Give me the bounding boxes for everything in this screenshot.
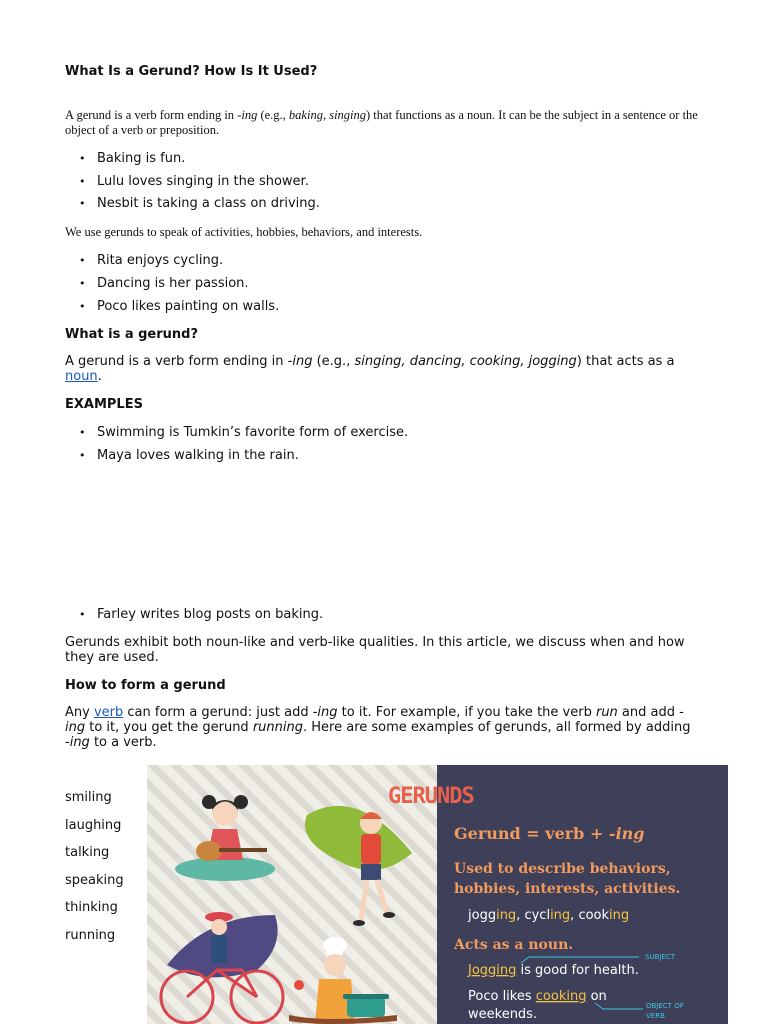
form-text: . Here are some examples of gerunds, all formed by adding - xyxy=(65,720,691,750)
sentence-subject xyxy=(467,963,639,978)
intro-text: (e.g., xyxy=(257,108,289,122)
infographic-canvas xyxy=(147,765,728,1024)
section-heading-what: What is a gerund? xyxy=(65,327,199,342)
definition-text: ) that acts as a xyxy=(576,354,675,369)
form-ing: ing xyxy=(69,735,90,750)
example-list-2 xyxy=(65,253,705,314)
usage-line: hobbies, interests, activities. xyxy=(454,881,681,897)
example-list-1 xyxy=(65,151,705,211)
definition-ing: -ing xyxy=(287,354,313,369)
object-label: OBJECT OF xyxy=(646,1002,684,1010)
definition-examples: singing, dancing, cooking, jogging xyxy=(354,354,577,369)
form-text: to it. For example, if you take the verb xyxy=(337,705,596,720)
form-text: to it, you get the gerund xyxy=(85,720,253,735)
example-suffix: ing xyxy=(550,908,571,923)
sentence-text: weekends. xyxy=(468,1007,538,1022)
list-item: • Rita enjoys cycling. xyxy=(65,253,705,268)
intro-text: ) that functions as a noun. It can be the subject in a sentence or the object of a verb or preposition. xyxy=(65,108,698,137)
example-suffix: ing xyxy=(609,908,630,923)
formula xyxy=(454,824,644,843)
gerund-word: speaking xyxy=(65,872,124,888)
sentence-text: is good for health. xyxy=(516,963,639,978)
formula-text: Gerund = verb + xyxy=(454,824,609,843)
form-gerund: running xyxy=(252,720,303,735)
intro-text: A gerund is a verb form ending in xyxy=(65,108,238,122)
verb-link[interactable]: verb xyxy=(93,705,124,720)
subject-label: SUBJECT xyxy=(645,953,676,961)
gerund-word: talking xyxy=(65,845,110,861)
usage-examples xyxy=(467,908,629,923)
form-text: Any xyxy=(65,705,94,720)
object-gerund: cooking xyxy=(535,989,587,1004)
uses-paragraph: We use gerunds to speak of activities, hobbies, behaviors, and interests. xyxy=(65,225,423,239)
noun-link[interactable]: noun xyxy=(65,369,98,384)
form-ing: ing xyxy=(65,720,86,735)
object-label: VERB xyxy=(646,1012,665,1020)
definition-text: A gerund is a verb form ending in xyxy=(65,354,288,369)
sentence-text: on xyxy=(586,989,607,1004)
gerunds-infographic xyxy=(147,765,728,1024)
example-separator: , xyxy=(570,908,579,923)
example-stem: cook xyxy=(578,908,610,923)
intro-text: , xyxy=(322,108,330,122)
form-text: can form a gerund: just add xyxy=(123,705,313,720)
form-ing: -ing xyxy=(312,705,338,720)
intro-ing: -ing xyxy=(237,108,258,122)
example-stem: cycl xyxy=(524,908,551,923)
form-text: and add - xyxy=(617,705,684,720)
intro-example: singing xyxy=(329,108,367,122)
list-item: • Nesbit is taking a class on driving. xyxy=(65,196,705,211)
example-separator: , xyxy=(516,908,525,923)
gerund-word: thinking xyxy=(65,900,118,916)
example-list-4 xyxy=(65,607,705,622)
form-text: to a verb. xyxy=(89,735,157,750)
gerund-word-list xyxy=(65,790,124,956)
page-title: What Is a Gerund? How Is It Used? xyxy=(65,64,318,79)
example-suffix: ing xyxy=(496,908,517,923)
gerund-word: running xyxy=(65,927,116,943)
list-item: • Dancing is her passion. xyxy=(65,276,705,291)
example-list-3 xyxy=(65,425,705,463)
intro-paragraph xyxy=(65,108,705,138)
qualities-paragraph: Gerunds exhibit both noun-like and verb-like qualities. In this article, we discuss when and how they are used. xyxy=(65,635,685,665)
noun-heading: Acts as a noun. xyxy=(454,937,574,953)
definition-paragraph xyxy=(65,354,695,384)
list-item: • Farley writes blog posts on baking. xyxy=(65,607,705,622)
list-item: • Swimming is Tumkin’s favorite form of exercise. xyxy=(65,425,705,440)
infographic-title: GERUNDS xyxy=(388,784,474,809)
definition-text: . xyxy=(97,369,102,384)
usage-line: Used to describe behaviors, xyxy=(454,861,671,877)
intro-example: baking xyxy=(288,108,323,122)
form-verb: run xyxy=(595,705,618,720)
list-item: • Baking is fun. xyxy=(65,151,705,166)
sentence-text: Poco likes xyxy=(468,989,536,1004)
subject-gerund: Jogging xyxy=(468,963,517,978)
section-heading-how: How to form a gerund xyxy=(65,678,226,693)
examples-heading: EXAMPLES xyxy=(65,397,143,412)
sentence-object xyxy=(468,989,607,1004)
list-item: • Poco likes painting on walls. xyxy=(65,299,705,314)
gerund-word: smiling xyxy=(65,790,112,805)
formula-suffix: -ing xyxy=(608,824,645,843)
list-item: • Maya loves walking in the rain. xyxy=(65,448,705,463)
definition-text: (e.g., xyxy=(312,354,355,369)
gerund-word: laughing xyxy=(65,817,122,833)
form-paragraph xyxy=(65,705,695,750)
list-item: • Lulu loves singing in the shower. xyxy=(65,174,705,189)
example-stem: jogg xyxy=(468,908,497,923)
